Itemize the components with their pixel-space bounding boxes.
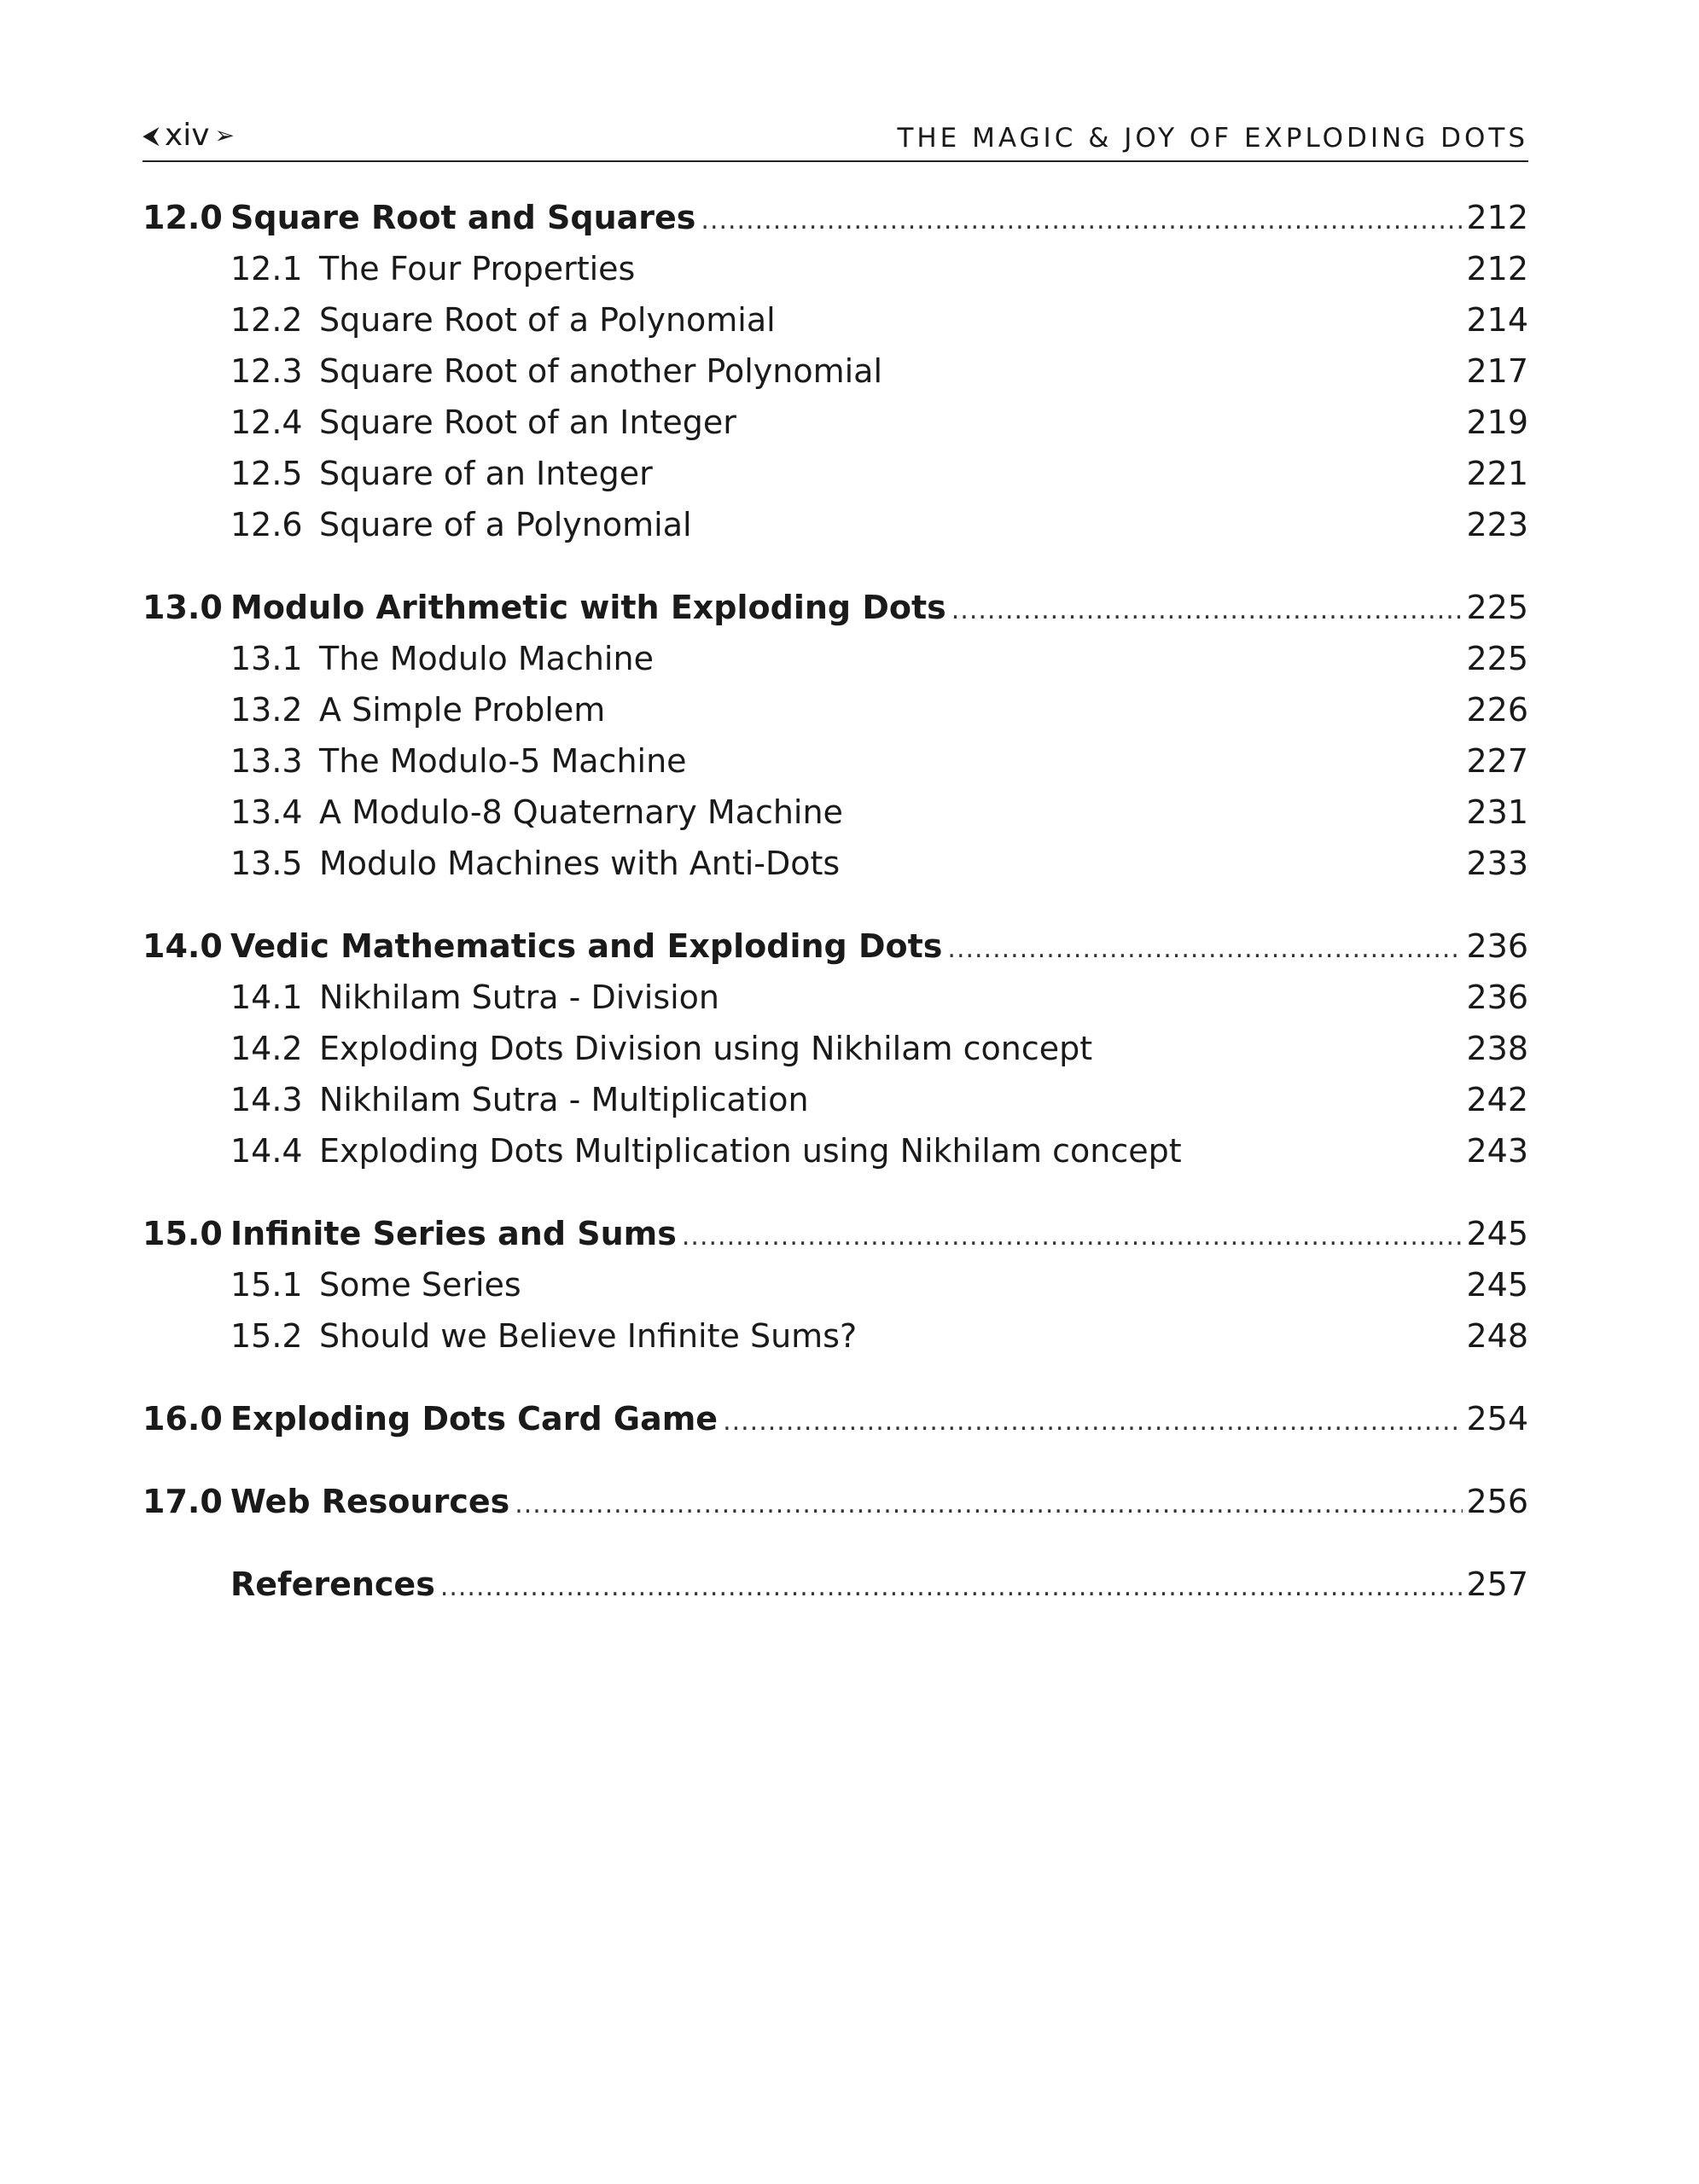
section-number: 14.4 bbox=[230, 1132, 303, 1170]
section-number: 15.2 bbox=[230, 1317, 303, 1355]
section-title: Square Root of a Polynomial bbox=[319, 301, 776, 339]
section-page-number: 223 bbox=[1466, 506, 1528, 543]
chapter-page-number: 225 bbox=[1466, 589, 1528, 626]
toc-chapter-entry[interactable] bbox=[143, 589, 1528, 640]
chapter-page-number: 245 bbox=[1466, 1215, 1528, 1252]
chapter-title: Exploding Dots Card Game bbox=[230, 1400, 719, 1438]
section-title: Exploding Dots Division using Nikhilam concept bbox=[319, 1030, 1093, 1067]
section-page-number: 243 bbox=[1466, 1132, 1528, 1170]
chapter-page-number: 256 bbox=[1466, 1483, 1528, 1520]
toc-chapter-entry[interactable] bbox=[143, 1483, 1528, 1534]
section-page-number: 212 bbox=[1466, 250, 1528, 288]
toc-section-entry[interactable] bbox=[143, 250, 1528, 301]
section-page-number: 238 bbox=[1466, 1030, 1528, 1067]
section-title: Square of a Polynomial bbox=[319, 506, 692, 543]
section-page-number: 221 bbox=[1466, 455, 1528, 492]
chapter-title: Square Root and Squares bbox=[230, 199, 696, 236]
section-number: 12.2 bbox=[230, 301, 303, 339]
section-number: 13.3 bbox=[230, 742, 303, 780]
section-title: Should we Believe Infinite Sums? bbox=[319, 1317, 858, 1355]
chapter-page-number: 236 bbox=[1466, 927, 1528, 965]
section-number: 15.1 bbox=[230, 1266, 303, 1304]
toc-chapter-entry[interactable] bbox=[143, 1565, 1528, 1617]
toc-chapter bbox=[143, 589, 1528, 896]
toc-section-entry[interactable] bbox=[143, 793, 1528, 845]
section-title: Square Root of an Integer bbox=[319, 404, 736, 441]
section-title: Square Root of another Polynomial bbox=[319, 352, 883, 390]
dot-leader bbox=[682, 1222, 1463, 1252]
section-page-number: 245 bbox=[1466, 1266, 1528, 1304]
toc-section-entry[interactable] bbox=[143, 352, 1528, 404]
dot-leader bbox=[515, 1490, 1463, 1519]
section-number: 12.1 bbox=[230, 250, 303, 288]
toc-chapter-entry[interactable] bbox=[143, 1215, 1528, 1266]
chapter-title: Infinite Series and Sums bbox=[230, 1215, 677, 1252]
section-title: Square of an Integer bbox=[319, 455, 653, 492]
toc-chapter bbox=[143, 927, 1528, 1183]
toc-section-entry[interactable] bbox=[143, 404, 1528, 455]
dot-leader bbox=[723, 1407, 1463, 1437]
toc-section-entry[interactable] bbox=[143, 1266, 1528, 1317]
page-number bbox=[143, 118, 235, 153]
section-number: 13.5 bbox=[230, 845, 303, 882]
section-number: 12.6 bbox=[230, 506, 303, 543]
page-header bbox=[143, 116, 1528, 162]
section-title: Some Series bbox=[319, 1266, 521, 1304]
section-title: Nikhilam Sutra - Division bbox=[319, 979, 720, 1016]
section-title: The Modulo-5 Machine bbox=[319, 742, 687, 780]
chapter-number: 13.0 bbox=[143, 589, 223, 626]
section-number: 13.1 bbox=[230, 640, 303, 677]
section-page-number: 233 bbox=[1466, 845, 1528, 882]
chapter-title: Vedic Mathematics and Exploding Dots bbox=[230, 927, 943, 965]
dot-leader bbox=[951, 595, 1463, 625]
section-page-number: 231 bbox=[1466, 793, 1528, 831]
toc-chapter-entry[interactable] bbox=[143, 1400, 1528, 1451]
toc-chapter bbox=[143, 199, 1528, 557]
chapter-title: Modulo Arithmetic with Exploding Dots bbox=[230, 589, 946, 626]
toc-section-entry[interactable] bbox=[143, 1317, 1528, 1368]
toc-section-entry[interactable] bbox=[143, 845, 1528, 896]
toc-section-entry[interactable] bbox=[143, 506, 1528, 557]
section-page-number: 214 bbox=[1466, 301, 1528, 339]
toc-section-entry[interactable] bbox=[143, 1081, 1528, 1132]
chapter-page-number: 212 bbox=[1466, 199, 1528, 236]
dot-leader bbox=[701, 206, 1463, 235]
chapter-page-number: 254 bbox=[1466, 1400, 1528, 1438]
chapter-number: 12.0 bbox=[143, 199, 223, 236]
toc-section-entry[interactable] bbox=[143, 455, 1528, 506]
toc-chapter bbox=[143, 1565, 1528, 1617]
section-page-number: 227 bbox=[1466, 742, 1528, 780]
section-number: 14.3 bbox=[230, 1081, 303, 1118]
book-title: THE MAGIC & JOY OF EXPLODING DOTS bbox=[897, 123, 1528, 154]
section-number: 13.2 bbox=[230, 691, 303, 729]
section-page-number: 225 bbox=[1466, 640, 1528, 677]
toc-chapter-entry[interactable] bbox=[143, 199, 1528, 250]
section-title: The Four Properties bbox=[319, 250, 636, 288]
section-title: A Simple Problem bbox=[319, 691, 606, 729]
toc-chapter bbox=[143, 1483, 1528, 1534]
chevron-right-icon: ➢ bbox=[214, 120, 235, 149]
section-number: 12.4 bbox=[230, 404, 303, 441]
dot-leader bbox=[440, 1572, 1463, 1602]
toc-section-entry[interactable] bbox=[143, 1030, 1528, 1081]
section-title: Exploding Dots Multiplication using Nikhilam concept bbox=[319, 1132, 1182, 1170]
dot-leader bbox=[947, 934, 1463, 964]
section-title: The Modulo Machine bbox=[319, 640, 654, 677]
section-page-number: 236 bbox=[1466, 979, 1528, 1016]
page-number-label: xiv bbox=[164, 118, 210, 153]
chapter-page-number: 257 bbox=[1466, 1565, 1528, 1603]
section-page-number: 226 bbox=[1466, 691, 1528, 729]
chevron-left-icon: ⮜ bbox=[143, 120, 160, 149]
chapter-title: References bbox=[230, 1565, 435, 1603]
section-number: 13.4 bbox=[230, 793, 303, 831]
section-number: 14.2 bbox=[230, 1030, 303, 1067]
section-title: Modulo Machines with Anti-Dots bbox=[319, 845, 841, 882]
chapter-title: Web Resources bbox=[230, 1483, 510, 1520]
toc-section-entry[interactable] bbox=[143, 301, 1528, 352]
toc-chapter-entry[interactable] bbox=[143, 927, 1528, 979]
toc-section-entry[interactable] bbox=[143, 691, 1528, 742]
section-number: 14.1 bbox=[230, 979, 303, 1016]
section-title: A Modulo-8 Quaternary Machine bbox=[319, 793, 843, 831]
toc-section-entry[interactable] bbox=[143, 742, 1528, 793]
table-of-contents bbox=[143, 199, 1528, 1648]
section-page-number: 248 bbox=[1466, 1317, 1528, 1355]
chapter-number: 16.0 bbox=[143, 1400, 223, 1438]
section-page-number: 219 bbox=[1466, 404, 1528, 441]
section-number: 12.3 bbox=[230, 352, 303, 390]
toc-chapter bbox=[143, 1400, 1528, 1451]
section-page-number: 242 bbox=[1466, 1081, 1528, 1118]
toc-section-entry[interactable] bbox=[143, 1132, 1528, 1183]
toc-section-entry[interactable] bbox=[143, 640, 1528, 691]
chapter-number: 14.0 bbox=[143, 927, 223, 965]
toc-chapter bbox=[143, 1215, 1528, 1368]
chapter-number: 15.0 bbox=[143, 1215, 223, 1252]
chapter-number: 17.0 bbox=[143, 1483, 223, 1520]
section-page-number: 217 bbox=[1466, 352, 1528, 390]
section-number: 12.5 bbox=[230, 455, 303, 492]
section-title: Nikhilam Sutra - Multiplication bbox=[319, 1081, 809, 1118]
toc-section-entry[interactable] bbox=[143, 979, 1528, 1030]
